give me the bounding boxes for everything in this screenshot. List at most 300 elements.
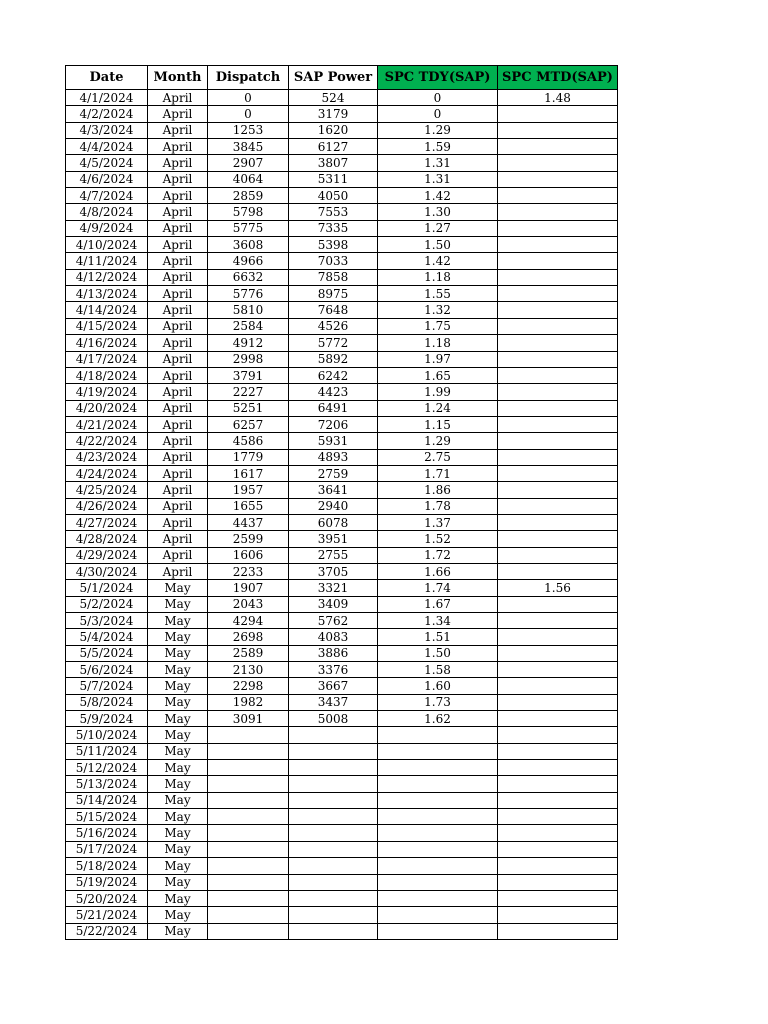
dispatch-cell: 4064 xyxy=(208,171,289,187)
month-cell: May xyxy=(148,809,208,825)
dispatch-cell: 1957 xyxy=(208,482,289,498)
month-cell: April xyxy=(148,106,208,122)
spc-mtd-cell xyxy=(498,155,618,171)
spc-tdy-cell: 1.31 xyxy=(378,171,498,187)
month-cell: May xyxy=(148,711,208,727)
spc-tdy-cell: 1.62 xyxy=(378,711,498,727)
month-cell: May xyxy=(148,694,208,710)
sap-power-cell: 3321 xyxy=(289,580,378,596)
date-cell: 5/17/2024 xyxy=(66,841,148,857)
sap-power-cell xyxy=(289,792,378,808)
spc-tdy-cell xyxy=(378,923,498,939)
spc-tdy-cell: 1.66 xyxy=(378,563,498,579)
spc-tdy-cell: 2.75 xyxy=(378,449,498,465)
sap-power-cell xyxy=(289,890,378,906)
dispatch-cell: 0 xyxy=(208,90,289,106)
spc-mtd-cell xyxy=(498,629,618,645)
spc-mtd-cell xyxy=(498,335,618,351)
sap-power-cell: 6491 xyxy=(289,400,378,416)
table-row xyxy=(66,858,618,874)
spc-mtd-cell xyxy=(498,809,618,825)
month-cell: April xyxy=(148,318,208,334)
spc-tdy-cell xyxy=(378,760,498,776)
month-cell: April xyxy=(148,449,208,465)
sap-power-cell: 6127 xyxy=(289,139,378,155)
month-cell: May xyxy=(148,858,208,874)
date-cell: 5/3/2024 xyxy=(66,613,148,629)
spc-tdy-cell xyxy=(378,743,498,759)
dispatch-cell: 5798 xyxy=(208,204,289,220)
table-row xyxy=(66,531,618,547)
sap-power-cell: 7648 xyxy=(289,302,378,318)
date-cell: 5/18/2024 xyxy=(66,858,148,874)
month-cell: May xyxy=(148,825,208,841)
date-cell: 4/5/2024 xyxy=(66,155,148,171)
spc-mtd-cell xyxy=(498,841,618,857)
month-cell: April xyxy=(148,416,208,432)
spc-tdy-cell: 0 xyxy=(378,90,498,106)
sap-power-cell xyxy=(289,743,378,759)
spc-mtd-cell xyxy=(498,269,618,285)
month-cell: May xyxy=(148,841,208,857)
table-row xyxy=(66,188,618,204)
spc-mtd-cell xyxy=(498,711,618,727)
table-header xyxy=(66,66,618,90)
spc-tdy-cell xyxy=(378,858,498,874)
table-row xyxy=(66,286,618,302)
spc-mtd-cell xyxy=(498,220,618,236)
month-cell: April xyxy=(148,367,208,383)
spc-mtd-cell xyxy=(498,743,618,759)
date-cell: 4/25/2024 xyxy=(66,482,148,498)
date-cell: 4/17/2024 xyxy=(66,351,148,367)
spc-mtd-cell xyxy=(498,188,618,204)
sap-power-cell: 7335 xyxy=(289,220,378,236)
month-cell: April xyxy=(148,220,208,236)
spc-tdy-cell: 1.50 xyxy=(378,237,498,253)
month-cell: April xyxy=(148,286,208,302)
spc-mtd-cell xyxy=(498,825,618,841)
table-row xyxy=(66,400,618,416)
table-row xyxy=(66,547,618,563)
dispatch-cell xyxy=(208,923,289,939)
sap-power-cell: 5398 xyxy=(289,237,378,253)
sap-power-cell xyxy=(289,776,378,792)
dispatch-cell xyxy=(208,727,289,743)
table-row xyxy=(66,204,618,220)
date-cell: 4/9/2024 xyxy=(66,220,148,236)
date-cell: 4/8/2024 xyxy=(66,204,148,220)
date-cell: 5/13/2024 xyxy=(66,776,148,792)
dispatch-cell xyxy=(208,907,289,923)
spc-tdy-cell: 1.59 xyxy=(378,139,498,155)
date-cell: 4/4/2024 xyxy=(66,139,148,155)
spc-tdy-cell: 1.71 xyxy=(378,465,498,481)
dispatch-cell: 2584 xyxy=(208,318,289,334)
month-cell: May xyxy=(148,907,208,923)
month-cell: April xyxy=(148,204,208,220)
date-cell: 5/14/2024 xyxy=(66,792,148,808)
spc-tdy-cell: 1.65 xyxy=(378,367,498,383)
dispatch-cell xyxy=(208,776,289,792)
table-row xyxy=(66,449,618,465)
table-row xyxy=(66,351,618,367)
month-cell: May xyxy=(148,776,208,792)
sap-power-cell: 5931 xyxy=(289,433,378,449)
month-cell: May xyxy=(148,613,208,629)
date-cell: 4/29/2024 xyxy=(66,547,148,563)
date-cell: 5/21/2024 xyxy=(66,907,148,923)
date-cell: 4/24/2024 xyxy=(66,465,148,481)
month-cell: April xyxy=(148,122,208,138)
spc-tdy-cell xyxy=(378,727,498,743)
spc-data-table xyxy=(65,65,618,940)
table-row xyxy=(66,318,618,334)
dispatch-cell xyxy=(208,760,289,776)
spc-tdy-cell: 1.18 xyxy=(378,269,498,285)
sap-power-cell: 3376 xyxy=(289,662,378,678)
date-cell: 4/12/2024 xyxy=(66,269,148,285)
date-cell: 4/22/2024 xyxy=(66,433,148,449)
dispatch-cell: 1617 xyxy=(208,465,289,481)
sap-power-cell: 5772 xyxy=(289,335,378,351)
table-row xyxy=(66,498,618,514)
spc-mtd-cell xyxy=(498,465,618,481)
dispatch-cell: 4912 xyxy=(208,335,289,351)
header-spc-tdy: SPC TDY(SAP) xyxy=(378,66,498,90)
spc-tdy-cell xyxy=(378,907,498,923)
spc-tdy-cell: 1.34 xyxy=(378,613,498,629)
dispatch-cell: 1606 xyxy=(208,547,289,563)
spc-mtd-cell xyxy=(498,400,618,416)
month-cell: April xyxy=(148,269,208,285)
sap-power-cell: 524 xyxy=(289,90,378,106)
date-cell: 5/8/2024 xyxy=(66,694,148,710)
spc-tdy-cell: 1.55 xyxy=(378,286,498,302)
sap-power-cell: 8975 xyxy=(289,286,378,302)
table-row xyxy=(66,662,618,678)
spc-mtd-cell xyxy=(498,547,618,563)
sap-power-cell xyxy=(289,825,378,841)
dispatch-cell: 1982 xyxy=(208,694,289,710)
dispatch-cell: 2298 xyxy=(208,678,289,694)
spc-tdy-cell: 1.60 xyxy=(378,678,498,694)
spc-tdy-cell: 1.31 xyxy=(378,155,498,171)
table-row xyxy=(66,122,618,138)
spc-mtd-cell xyxy=(498,923,618,939)
spc-mtd-cell xyxy=(498,204,618,220)
table-row xyxy=(66,171,618,187)
table-row xyxy=(66,106,618,122)
table-row xyxy=(66,907,618,923)
table-row xyxy=(66,269,618,285)
header-month: Month xyxy=(148,66,208,90)
spc-mtd-cell xyxy=(498,498,618,514)
sap-power-cell: 6242 xyxy=(289,367,378,383)
date-cell: 5/1/2024 xyxy=(66,580,148,596)
table-row xyxy=(66,237,618,253)
table-row xyxy=(66,792,618,808)
date-cell: 5/15/2024 xyxy=(66,809,148,825)
table-row xyxy=(66,727,618,743)
table-row xyxy=(66,580,618,596)
header-row xyxy=(66,66,618,90)
spc-tdy-cell: 1.32 xyxy=(378,302,498,318)
date-cell: 5/5/2024 xyxy=(66,645,148,661)
spc-mtd-cell xyxy=(498,367,618,383)
dispatch-cell xyxy=(208,858,289,874)
table-row xyxy=(66,776,618,792)
table-row xyxy=(66,809,618,825)
sap-power-cell: 3641 xyxy=(289,482,378,498)
table-row xyxy=(66,694,618,710)
dispatch-cell: 0 xyxy=(208,106,289,122)
dispatch-cell: 4294 xyxy=(208,613,289,629)
spc-mtd-cell: 1.48 xyxy=(498,90,618,106)
spc-tdy-cell: 1.24 xyxy=(378,400,498,416)
date-cell: 5/4/2024 xyxy=(66,629,148,645)
table-row xyxy=(66,155,618,171)
sap-power-cell xyxy=(289,841,378,857)
month-cell: May xyxy=(148,678,208,694)
spc-tdy-cell: 1.67 xyxy=(378,596,498,612)
dispatch-cell xyxy=(208,841,289,857)
month-cell: April xyxy=(148,302,208,318)
date-cell: 5/20/2024 xyxy=(66,890,148,906)
table-row xyxy=(66,465,618,481)
month-cell: May xyxy=(148,662,208,678)
table-row xyxy=(66,711,618,727)
table-row xyxy=(66,90,618,106)
spc-tdy-cell: 1.73 xyxy=(378,694,498,710)
header-spc-mtd: SPC MTD(SAP) xyxy=(498,66,618,90)
sap-power-cell xyxy=(289,760,378,776)
spc-mtd-cell xyxy=(498,122,618,138)
sap-power-cell: 4893 xyxy=(289,449,378,465)
spc-mtd-cell xyxy=(498,237,618,253)
sap-power-cell: 5008 xyxy=(289,711,378,727)
spc-tdy-cell: 1.99 xyxy=(378,384,498,400)
dispatch-cell: 2907 xyxy=(208,155,289,171)
sap-power-cell: 5762 xyxy=(289,613,378,629)
month-cell: April xyxy=(148,90,208,106)
date-cell: 4/18/2024 xyxy=(66,367,148,383)
spc-tdy-cell xyxy=(378,792,498,808)
date-cell: 4/6/2024 xyxy=(66,171,148,187)
dispatch-cell: 2859 xyxy=(208,188,289,204)
sap-power-cell xyxy=(289,858,378,874)
date-cell: 5/6/2024 xyxy=(66,662,148,678)
sap-power-cell: 3807 xyxy=(289,155,378,171)
month-cell: April xyxy=(148,547,208,563)
dispatch-cell: 5810 xyxy=(208,302,289,318)
month-cell: May xyxy=(148,580,208,596)
date-cell: 4/10/2024 xyxy=(66,237,148,253)
date-cell: 5/9/2024 xyxy=(66,711,148,727)
sap-power-cell xyxy=(289,874,378,890)
sap-power-cell: 3951 xyxy=(289,531,378,547)
month-cell: May xyxy=(148,874,208,890)
date-cell: 5/16/2024 xyxy=(66,825,148,841)
dispatch-cell: 5775 xyxy=(208,220,289,236)
spc-mtd-cell xyxy=(498,563,618,579)
dispatch-cell: 3845 xyxy=(208,139,289,155)
date-cell: 4/20/2024 xyxy=(66,400,148,416)
dispatch-cell: 2233 xyxy=(208,563,289,579)
date-cell: 5/10/2024 xyxy=(66,727,148,743)
spc-tdy-cell: 1.86 xyxy=(378,482,498,498)
date-cell: 5/7/2024 xyxy=(66,678,148,694)
dispatch-cell: 3091 xyxy=(208,711,289,727)
spc-mtd-cell xyxy=(498,907,618,923)
table-row xyxy=(66,645,618,661)
sap-power-cell: 3886 xyxy=(289,645,378,661)
spc-mtd-cell xyxy=(498,482,618,498)
dispatch-cell xyxy=(208,874,289,890)
sap-power-cell: 7553 xyxy=(289,204,378,220)
spc-tdy-cell: 1.72 xyxy=(378,547,498,563)
sap-power-cell: 3705 xyxy=(289,563,378,579)
dispatch-cell xyxy=(208,825,289,841)
dispatch-cell: 4586 xyxy=(208,433,289,449)
month-cell: April xyxy=(148,384,208,400)
date-cell: 5/19/2024 xyxy=(66,874,148,890)
month-cell: April xyxy=(148,531,208,547)
sap-power-cell: 1620 xyxy=(289,122,378,138)
date-cell: 4/16/2024 xyxy=(66,335,148,351)
dispatch-cell xyxy=(208,743,289,759)
sap-power-cell: 7033 xyxy=(289,253,378,269)
spc-mtd-cell xyxy=(498,874,618,890)
sap-power-cell: 3667 xyxy=(289,678,378,694)
date-cell: 4/14/2024 xyxy=(66,302,148,318)
table-row xyxy=(66,482,618,498)
date-cell: 4/26/2024 xyxy=(66,498,148,514)
spc-tdy-cell: 1.51 xyxy=(378,629,498,645)
spc-mtd-cell xyxy=(498,171,618,187)
spc-mtd-cell xyxy=(498,890,618,906)
spc-mtd-cell xyxy=(498,858,618,874)
date-cell: 4/2/2024 xyxy=(66,106,148,122)
dispatch-cell xyxy=(208,890,289,906)
table-row xyxy=(66,678,618,694)
dispatch-cell: 4966 xyxy=(208,253,289,269)
sap-power-cell: 4526 xyxy=(289,318,378,334)
header-sap-power: SAP Power xyxy=(289,66,378,90)
table-row xyxy=(66,825,618,841)
spc-tdy-cell: 1.58 xyxy=(378,662,498,678)
date-cell: 5/11/2024 xyxy=(66,743,148,759)
sap-power-cell: 6078 xyxy=(289,514,378,530)
sap-power-cell: 5311 xyxy=(289,171,378,187)
month-cell: April xyxy=(148,400,208,416)
month-cell: April xyxy=(148,563,208,579)
month-cell: April xyxy=(148,253,208,269)
spc-tdy-cell xyxy=(378,809,498,825)
header-dispatch: Dispatch xyxy=(208,66,289,90)
date-cell: 5/12/2024 xyxy=(66,760,148,776)
date-cell: 4/30/2024 xyxy=(66,563,148,579)
sap-power-cell: 7858 xyxy=(289,269,378,285)
dispatch-cell: 1655 xyxy=(208,498,289,514)
spc-mtd-cell xyxy=(498,351,618,367)
sap-power-cell: 4423 xyxy=(289,384,378,400)
sap-power-cell: 3437 xyxy=(289,694,378,710)
dispatch-cell: 2227 xyxy=(208,384,289,400)
table-row xyxy=(66,253,618,269)
table-row xyxy=(66,890,618,906)
table-row xyxy=(66,514,618,530)
spc-tdy-cell: 1.27 xyxy=(378,220,498,236)
table-row xyxy=(66,384,618,400)
table-row xyxy=(66,874,618,890)
spc-mtd-cell xyxy=(498,662,618,678)
sap-power-cell: 2755 xyxy=(289,547,378,563)
date-cell: 4/23/2024 xyxy=(66,449,148,465)
dispatch-cell: 1253 xyxy=(208,122,289,138)
sap-power-cell: 5892 xyxy=(289,351,378,367)
table-row xyxy=(66,335,618,351)
spc-tdy-cell xyxy=(378,776,498,792)
table-row xyxy=(66,220,618,236)
spc-mtd-cell xyxy=(498,286,618,302)
month-cell: May xyxy=(148,596,208,612)
table-row xyxy=(66,563,618,579)
spc-mtd-cell xyxy=(498,449,618,465)
spc-mtd-cell xyxy=(498,727,618,743)
date-cell: 4/15/2024 xyxy=(66,318,148,334)
spc-mtd-cell xyxy=(498,792,618,808)
spc-mtd-cell xyxy=(498,106,618,122)
date-cell: 4/1/2024 xyxy=(66,90,148,106)
spc-mtd-cell xyxy=(498,433,618,449)
month-cell: May xyxy=(148,743,208,759)
table-row xyxy=(66,433,618,449)
spc-mtd-cell: 1.56 xyxy=(498,580,618,596)
spc-tdy-cell: 0 xyxy=(378,106,498,122)
month-cell: April xyxy=(148,498,208,514)
spc-tdy-cell: 1.75 xyxy=(378,318,498,334)
date-cell: 4/19/2024 xyxy=(66,384,148,400)
spc-tdy-cell: 1.42 xyxy=(378,188,498,204)
header-date: Date xyxy=(66,66,148,90)
spc-tdy-cell xyxy=(378,841,498,857)
sap-power-cell xyxy=(289,727,378,743)
month-cell: May xyxy=(148,792,208,808)
date-cell: 4/3/2024 xyxy=(66,122,148,138)
month-cell: April xyxy=(148,335,208,351)
table-row xyxy=(66,841,618,857)
spc-tdy-cell: 1.52 xyxy=(378,531,498,547)
dispatch-cell: 2998 xyxy=(208,351,289,367)
spc-tdy-cell: 1.78 xyxy=(378,498,498,514)
sap-power-cell: 3179 xyxy=(289,106,378,122)
table-row xyxy=(66,416,618,432)
spc-tdy-cell xyxy=(378,825,498,841)
month-cell: April xyxy=(148,237,208,253)
table-row xyxy=(66,743,618,759)
month-cell: April xyxy=(148,351,208,367)
date-cell: 4/13/2024 xyxy=(66,286,148,302)
date-cell: 4/21/2024 xyxy=(66,416,148,432)
dispatch-cell: 1779 xyxy=(208,449,289,465)
spc-mtd-cell xyxy=(498,613,618,629)
sap-power-cell: 2759 xyxy=(289,465,378,481)
table-row xyxy=(66,923,618,939)
spc-mtd-cell xyxy=(498,776,618,792)
month-cell: April xyxy=(148,155,208,171)
sap-power-cell xyxy=(289,809,378,825)
